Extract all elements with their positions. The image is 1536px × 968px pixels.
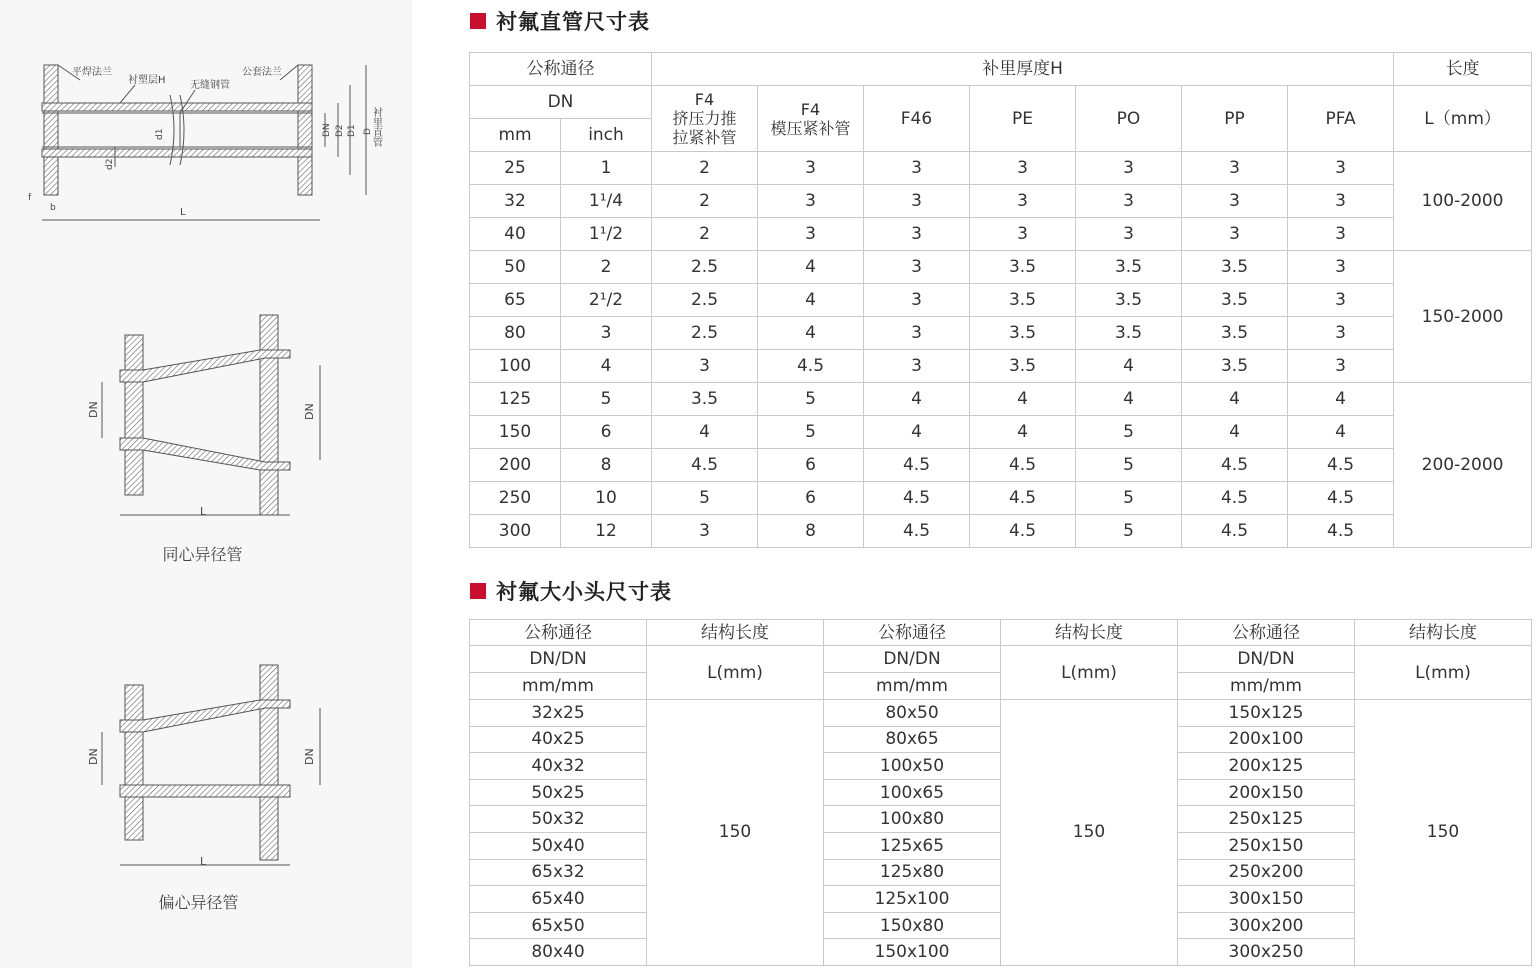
table-cell: 4 xyxy=(1076,350,1182,383)
concentric-reducer-drawing xyxy=(80,310,340,530)
t2-header-len-2: 结构长度 xyxy=(1001,620,1178,646)
table-cell: 100 xyxy=(470,350,561,383)
reducer-size: 250x150 xyxy=(1178,832,1355,859)
reducer-size: 300x250 xyxy=(1178,939,1355,966)
label-lined-pipe: 衬里直管 xyxy=(370,107,382,147)
reducer-size: 200x150 xyxy=(1178,779,1355,806)
table-row xyxy=(470,185,1532,218)
table-row xyxy=(470,700,1532,727)
table-cell: 3.5 xyxy=(1182,284,1288,317)
table-cell: 4.5 xyxy=(864,482,970,515)
table-row xyxy=(470,416,1532,449)
table-cell: 10 xyxy=(561,482,652,515)
table-cell: 2.5 xyxy=(652,317,758,350)
t2-header-dndn-3: DN/DN xyxy=(1178,646,1355,673)
reducer-size: 150x125 xyxy=(1178,700,1355,727)
table-cell: 4 xyxy=(758,284,864,317)
table-cell: 3 xyxy=(864,218,970,251)
reducer-size: 125x100 xyxy=(824,886,1001,913)
table-cell: 3 xyxy=(758,152,864,185)
table-cell: 3 xyxy=(1182,185,1288,218)
header-f46: F46 xyxy=(864,86,970,152)
header-length: 长度 xyxy=(1394,53,1532,86)
table-cell: 4.5 xyxy=(1182,449,1288,482)
table-cell: 4 xyxy=(970,416,1076,449)
label-flange-left: 平焊法兰 xyxy=(72,67,112,78)
table-cell: 3 xyxy=(561,317,652,350)
reducer-size: 150x100 xyxy=(824,939,1001,966)
table-cell: 3 xyxy=(1076,185,1182,218)
eccentric-dn-right: DN xyxy=(303,748,316,765)
table-cell: 4.5 xyxy=(864,515,970,548)
table-cell: 4.5 xyxy=(970,515,1076,548)
header-pe: PE xyxy=(970,86,1076,152)
table-cell: 3 xyxy=(864,284,970,317)
table-cell: 4.5 xyxy=(864,449,970,482)
table-cell: 2.5 xyxy=(652,284,758,317)
t2-header-mmmm-3: mm/mm xyxy=(1178,673,1355,700)
structure-length: 150 xyxy=(1355,700,1532,966)
table-cell: 3 xyxy=(1288,251,1394,284)
table-cell: 3.5 xyxy=(1076,284,1182,317)
straight-pipe-table xyxy=(469,52,1532,548)
header-inch: inch xyxy=(561,119,652,152)
table-cell: 4 xyxy=(1288,416,1394,449)
t2-header-dndn-1: DN/DN xyxy=(470,646,647,673)
eccentric-caption: 偏心异径管 xyxy=(158,893,239,912)
header-pp: PP xyxy=(1182,86,1288,152)
table-cell: 4 xyxy=(1182,416,1288,449)
table-cell: 3 xyxy=(758,218,864,251)
length-range: 200-2000 xyxy=(1394,383,1532,548)
table-cell: 4 xyxy=(1288,383,1394,416)
reducer-size: 65x32 xyxy=(470,859,647,886)
table-row xyxy=(470,350,1532,383)
table-row xyxy=(470,218,1532,251)
table-cell: 2¹/2 xyxy=(561,284,652,317)
table-cell: 3 xyxy=(864,185,970,218)
table-cell: 4 xyxy=(1182,383,1288,416)
reducer-size: 80x40 xyxy=(470,939,647,966)
table-cell: 3.5 xyxy=(1182,350,1288,383)
table-cell: 3 xyxy=(652,350,758,383)
reducer-size: 65x50 xyxy=(470,912,647,939)
t2-header-mmmm-2: mm/mm xyxy=(824,673,1001,700)
table-cell: 1 xyxy=(561,152,652,185)
label-seamless: 无缝钢管 xyxy=(190,80,230,91)
reducer-size: 50x40 xyxy=(470,832,647,859)
t2-header-lmm-2: L(mm) xyxy=(1001,646,1178,700)
t2-header-mmmm-1: mm/mm xyxy=(470,673,647,700)
table-cell: 5 xyxy=(561,383,652,416)
table-cell: 3 xyxy=(652,515,758,548)
table-cell: 200 xyxy=(470,449,561,482)
reducer-size: 200x125 xyxy=(1178,753,1355,780)
table-cell: 4.5 xyxy=(970,449,1076,482)
table-cell: 2 xyxy=(561,251,652,284)
structure-length: 150 xyxy=(647,700,824,966)
table-cell: 4 xyxy=(1076,383,1182,416)
table-cell: 3 xyxy=(970,152,1076,185)
table-cell: 4.5 xyxy=(652,449,758,482)
header-f4-push: F4 挤压力推 拉紧补管 xyxy=(652,86,758,152)
table-cell: 3.5 xyxy=(1076,251,1182,284)
table-cell: 4.5 xyxy=(1288,449,1394,482)
eccentric-dn-left: DN xyxy=(87,748,100,765)
table-cell: 3.5 xyxy=(1182,251,1288,284)
reducer-size: 40x25 xyxy=(470,726,647,753)
table-cell: 4 xyxy=(970,383,1076,416)
table-cell: 3 xyxy=(864,251,970,284)
table-cell: 3.5 xyxy=(970,350,1076,383)
table-cell: 150 xyxy=(470,416,561,449)
table-cell: 4.5 xyxy=(1288,482,1394,515)
reducer-size: 125x65 xyxy=(824,832,1001,859)
reducer-size: 40x32 xyxy=(470,753,647,780)
reducer-size: 150x80 xyxy=(824,912,1001,939)
table-cell: 6 xyxy=(561,416,652,449)
table-cell: 4 xyxy=(864,416,970,449)
table-cell: 3 xyxy=(1288,152,1394,185)
table-cell: 5 xyxy=(652,482,758,515)
table-row xyxy=(470,482,1532,515)
table-cell: 3.5 xyxy=(652,383,758,416)
table-cell: 4.5 xyxy=(1182,515,1288,548)
table-cell: 3 xyxy=(1076,152,1182,185)
table-cell: 6 xyxy=(758,449,864,482)
table-cell: 32 xyxy=(470,185,561,218)
t2-header-len-1: 结构长度 xyxy=(647,620,824,646)
table-cell: 50 xyxy=(470,251,561,284)
table-cell: 3 xyxy=(864,317,970,350)
table-cell: 3 xyxy=(1076,218,1182,251)
table-cell: 1¹/2 xyxy=(561,218,652,251)
header-pfa: PFA xyxy=(1288,86,1394,152)
straight-pipe-drawing xyxy=(20,55,400,230)
table-cell: 12 xyxy=(561,515,652,548)
table-cell: 5 xyxy=(1076,482,1182,515)
reducer-table xyxy=(469,619,1532,966)
table-cell: 3 xyxy=(970,185,1076,218)
reducer-size: 50x32 xyxy=(470,806,647,833)
table-cell: 3 xyxy=(1288,185,1394,218)
table-cell: 5 xyxy=(1076,416,1182,449)
table-cell: 3 xyxy=(864,350,970,383)
table-cell: 3.5 xyxy=(970,317,1076,350)
table-cell: 1¹/4 xyxy=(561,185,652,218)
table-cell: 250 xyxy=(470,482,561,515)
label-d2: d2 xyxy=(105,158,115,170)
t2-header-nominal-2: 公称通径 xyxy=(824,620,1001,646)
table-cell: 4 xyxy=(758,251,864,284)
table-cell: 3.5 xyxy=(970,251,1076,284)
header-nominal: 公称通径 xyxy=(470,53,652,86)
table-cell: 40 xyxy=(470,218,561,251)
concentric-dn-left: DN xyxy=(87,401,100,418)
concentric-L: L xyxy=(200,505,207,518)
reducer-size: 200x100 xyxy=(1178,726,1355,753)
reducer-size: 300x150 xyxy=(1178,886,1355,913)
reducer-size: 250x125 xyxy=(1178,806,1355,833)
table-cell: 4 xyxy=(758,317,864,350)
length-range: 150-2000 xyxy=(1394,251,1532,383)
t2-header-nominal-1: 公称通径 xyxy=(470,620,647,646)
reducer-size: 65x40 xyxy=(470,886,647,913)
table-cell: 4 xyxy=(561,350,652,383)
eccentric-L: L xyxy=(200,855,207,868)
table1-title: 衬氟直管尺寸表 xyxy=(470,6,650,36)
reducer-size: 50x25 xyxy=(470,779,647,806)
reducer-size: 100x80 xyxy=(824,806,1001,833)
table-cell: 4.5 xyxy=(758,350,864,383)
header-thickness: 补里厚度H xyxy=(652,53,1394,86)
reducer-size: 80x65 xyxy=(824,726,1001,753)
table-cell: 125 xyxy=(470,383,561,416)
label-lining: 衬塑层H xyxy=(128,75,166,86)
label-flange-right: 公套法兰 xyxy=(242,67,282,78)
table-cell: 80 xyxy=(470,317,561,350)
length-range: 100-2000 xyxy=(1394,152,1532,251)
header-dn: DN xyxy=(470,86,652,119)
label-D1: D1 xyxy=(347,124,357,137)
title-marker-icon xyxy=(470,13,486,29)
table-cell: 8 xyxy=(561,449,652,482)
table-row xyxy=(470,383,1532,416)
reducer-size: 125x80 xyxy=(824,859,1001,886)
t2-header-lmm-3: L(mm) xyxy=(1355,646,1532,700)
table2-title: 衬氟大小头尺寸表 xyxy=(470,576,672,606)
table-cell: 4.5 xyxy=(970,482,1076,515)
t2-header-len-3: 结构长度 xyxy=(1355,620,1532,646)
table-cell: 2.5 xyxy=(652,251,758,284)
table-cell: 5 xyxy=(758,383,864,416)
t2-header-nominal-3: 公称通径 xyxy=(1178,620,1355,646)
reducer-size: 250x200 xyxy=(1178,859,1355,886)
table-cell: 2 xyxy=(652,152,758,185)
table-cell: 3 xyxy=(1182,152,1288,185)
reducer-size: 32x25 xyxy=(470,700,647,727)
table-cell: 25 xyxy=(470,152,561,185)
reducer-size: 300x200 xyxy=(1178,912,1355,939)
t2-header-lmm-1: L(mm) xyxy=(647,646,824,700)
table-cell: 3 xyxy=(864,152,970,185)
table-cell: 65 xyxy=(470,284,561,317)
eccentric-reducer-drawing xyxy=(80,660,340,875)
table-cell: 4 xyxy=(864,383,970,416)
title-marker-icon xyxy=(470,583,486,599)
reducer-size: 100x65 xyxy=(824,779,1001,806)
table-cell: 3 xyxy=(1182,218,1288,251)
reducer-size: 100x50 xyxy=(824,753,1001,780)
table-cell: 300 xyxy=(470,515,561,548)
table-cell: 4 xyxy=(652,416,758,449)
table-cell: 6 xyxy=(758,482,864,515)
table-row xyxy=(470,317,1532,350)
table-cell: 2 xyxy=(652,185,758,218)
table-cell: 4.5 xyxy=(1182,482,1288,515)
label-D2: D2 xyxy=(335,124,345,137)
table-cell: 3 xyxy=(1288,284,1394,317)
table-row xyxy=(470,449,1532,482)
table-cell: 3.5 xyxy=(1076,317,1182,350)
table-row xyxy=(470,284,1532,317)
concentric-dn-right: DN xyxy=(303,403,316,420)
header-mm: mm xyxy=(470,119,561,152)
table-row xyxy=(470,251,1532,284)
table-row xyxy=(470,515,1532,548)
reducer-size: 80x50 xyxy=(824,700,1001,727)
label-dn: DN xyxy=(322,123,332,137)
concentric-caption: 同心异径管 xyxy=(162,545,243,564)
table-cell: 5 xyxy=(1076,449,1182,482)
table-cell: 2 xyxy=(652,218,758,251)
table-row xyxy=(470,152,1532,185)
label-d1: d1 xyxy=(155,128,165,140)
label-f: f xyxy=(28,193,32,203)
table-cell: 3.5 xyxy=(1182,317,1288,350)
header-l-mm: L（mm） xyxy=(1394,86,1532,152)
table-cell: 3 xyxy=(1288,218,1394,251)
label-L: L xyxy=(180,207,186,218)
table-cell: 5 xyxy=(1076,515,1182,548)
table-cell: 3 xyxy=(1288,350,1394,383)
table-cell: 5 xyxy=(758,416,864,449)
table-cell: 3 xyxy=(1288,317,1394,350)
t2-header-dndn-2: DN/DN xyxy=(824,646,1001,673)
header-po: PO xyxy=(1076,86,1182,152)
table-cell: 3 xyxy=(758,185,864,218)
table-cell: 4.5 xyxy=(1288,515,1394,548)
header-f4-mold: F4 模压紧补管 xyxy=(758,86,864,152)
table-cell: 3 xyxy=(970,218,1076,251)
structure-length: 150 xyxy=(1001,700,1178,966)
drawing-panel xyxy=(0,0,412,968)
table-cell: 8 xyxy=(758,515,864,548)
table-cell: 3.5 xyxy=(970,284,1076,317)
label-D: D xyxy=(363,128,373,135)
label-b: b xyxy=(50,203,56,213)
